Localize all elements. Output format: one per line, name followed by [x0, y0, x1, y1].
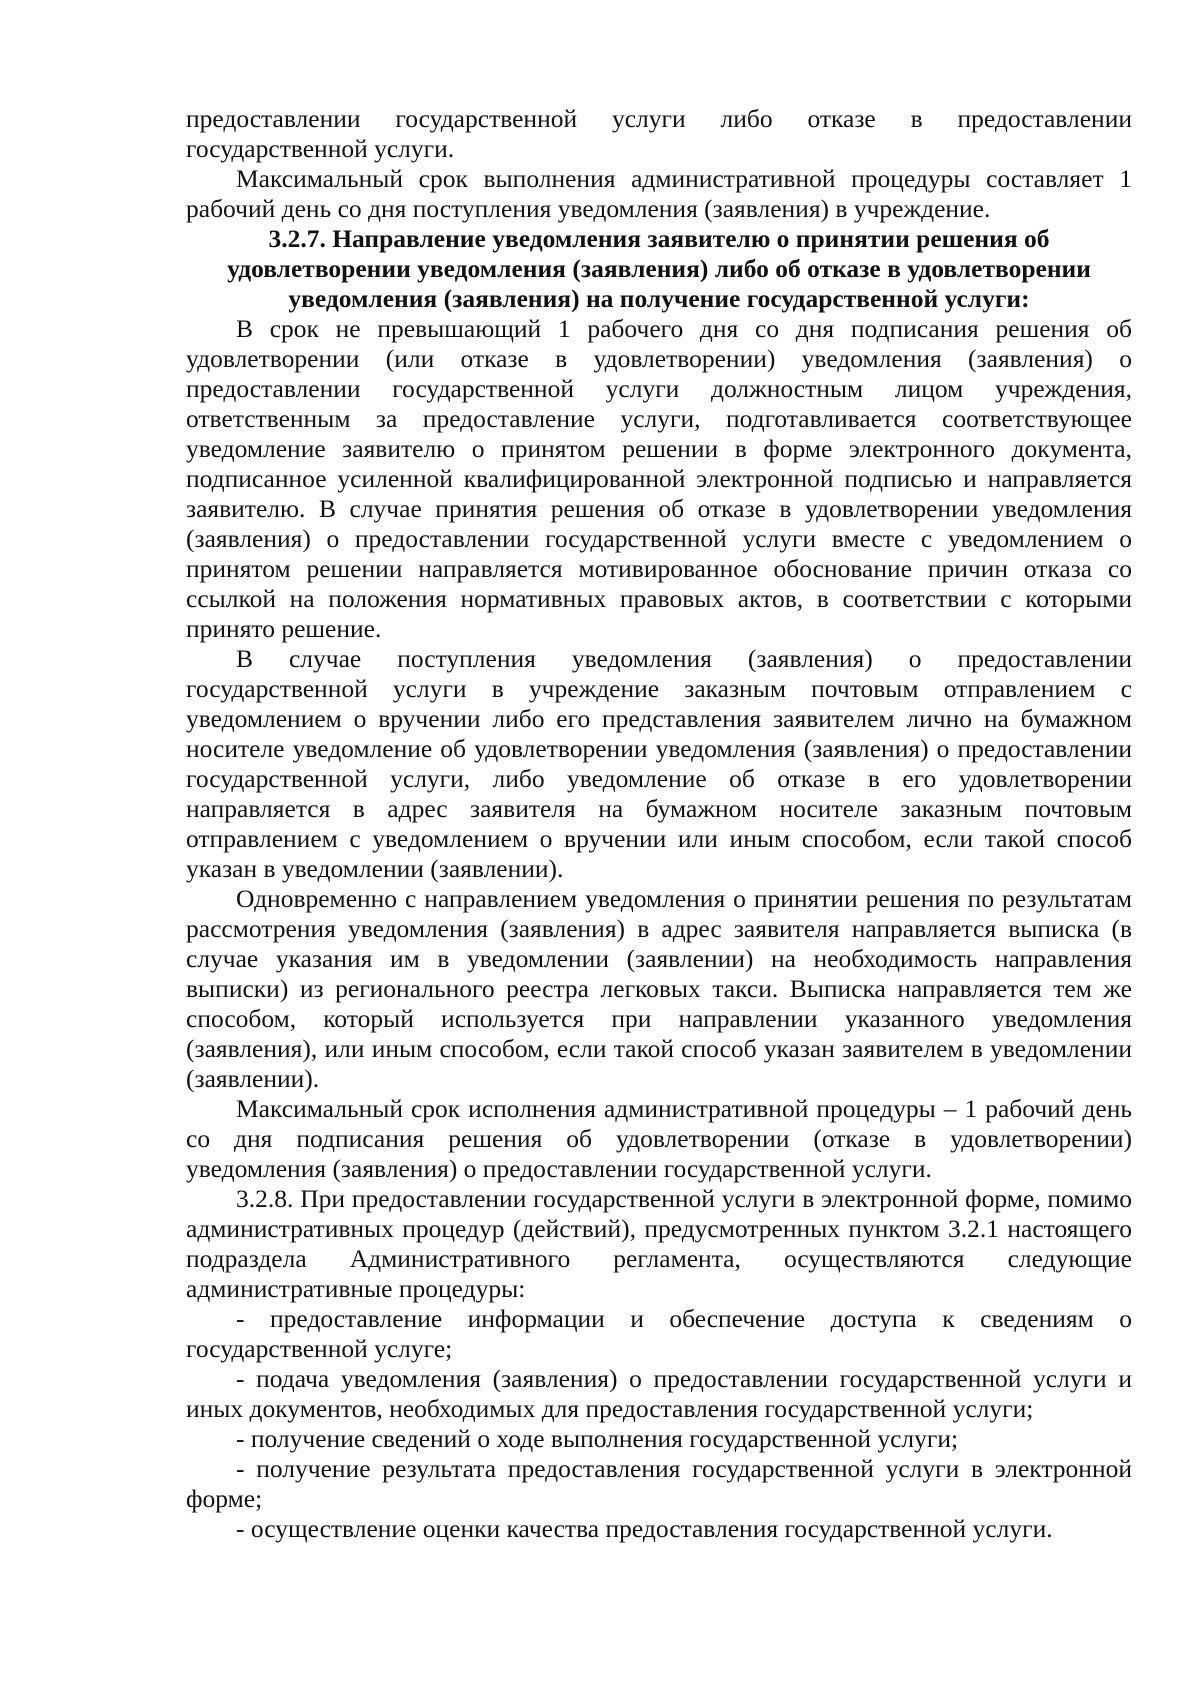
paragraph-registry-extract: Одновременно с направлением уведомления о принятии решения по результатам рассмотрения уведомления (заявления) в адрес заявителя направляется выписка (в случае указания им в уведомлении (заявлении) на необходимость направления выписки) из регионального реестра легковых такси. Выписка направляется тем же способом, который используется при направлении указанного уведомления (заявления), или иным способом, если такой способ указан заявителем в уведомлении (заявлении).: [186, 884, 1132, 1093]
paragraph-paper-notification: В случае поступления уведомления (заявления) о предоставлении государственной услуги в учреждение заказным почтовым отправлением с уведомлением о вручении либо его представления заявителем лично на бумажном носителе уведомление об удовлетворении уведомления (заявления) о предоставлении государственной услуги, либо уведомление об отказе в его удовлетворении направляется в адрес заявителя на бумажном носителе заказным почтовым отправлением с уведомлением о вручении или иным способом, если такой способ указан в уведомлении (заявлении).: [186, 644, 1132, 883]
paragraph-continuation: предоставлении государственной услуги либо отказе в предоставлении государственной услуги.: [186, 104, 1132, 163]
list-item: - подача уведомления (заявления) о предоставлении государственной услуги и иных документов, необходимых для предоставления государственной услуги;: [186, 1364, 1132, 1423]
list-item: - предоставление информации и обеспечение доступа к сведениям о государственной услуге;: [186, 1304, 1132, 1363]
document-page: [186, 104, 1132, 1544]
list-item: - получение результата предоставления государственной услуги в электронной форме;: [186, 1454, 1132, 1513]
list-item: - осуществление оценки качества предоставления государственной услуги.: [236, 1514, 1053, 1543]
paragraph-section-3-2-8: 3.2.8. При предоставлении государственной услуги в электронной форме, помимо административных процедур (действий), предусмотренных пунктом 3.2.1 настоящего подраздела Административного регламента, осуществляются следующие административные процедуры:: [186, 1184, 1132, 1303]
paragraph-max-term-2: Максимальный срок исполнения административной процедуры – 1 рабочий день со дня подписания решения об удовлетворении (отказе в удовлетворении) уведомления (заявления) о предоставлении государственной услуги.: [186, 1094, 1132, 1183]
paragraph-notification-procedure: В срок не превышающий 1 рабочего дня со дня подписания решения об удовлетворении (или отказе в удовлетворении) уведомления (заявления) о предоставлении государственной услуги должностным лицом учреждения, ответственным за предоставление услуги, подготавливается соответствующее уведомление заявителю о принятом решении в форме электронного документа, подписанное усиленной квалифицированной электронной подписью и направляется заявителю. В случае принятия решения об отказе в удовлетворении уведомления (заявления) о предоставлении государственной услуги вместе с уведомлением о принятом решении направляется мотивированное обоснование причин отказа со ссылкой на положения нормативных правовых актов, в соответствии с которыми принято решение.: [186, 314, 1132, 643]
list-item: - получение сведений о ходе выполнения государственной услуги;: [236, 1424, 959, 1453]
paragraph-max-term-1: Максимальный срок выполнения административной процедуры составляет 1 рабочий день со дня поступления уведомления (заявления) в учреждение.: [186, 164, 1132, 223]
section-heading-3-2-7: 3.2.7. Направление уведомления заявителю о принятии решения об удовлетворении уведомления (заявления) либо об отказе в удовлетворении уведомления (заявления) на получение государственной услуги:: [227, 224, 1091, 313]
